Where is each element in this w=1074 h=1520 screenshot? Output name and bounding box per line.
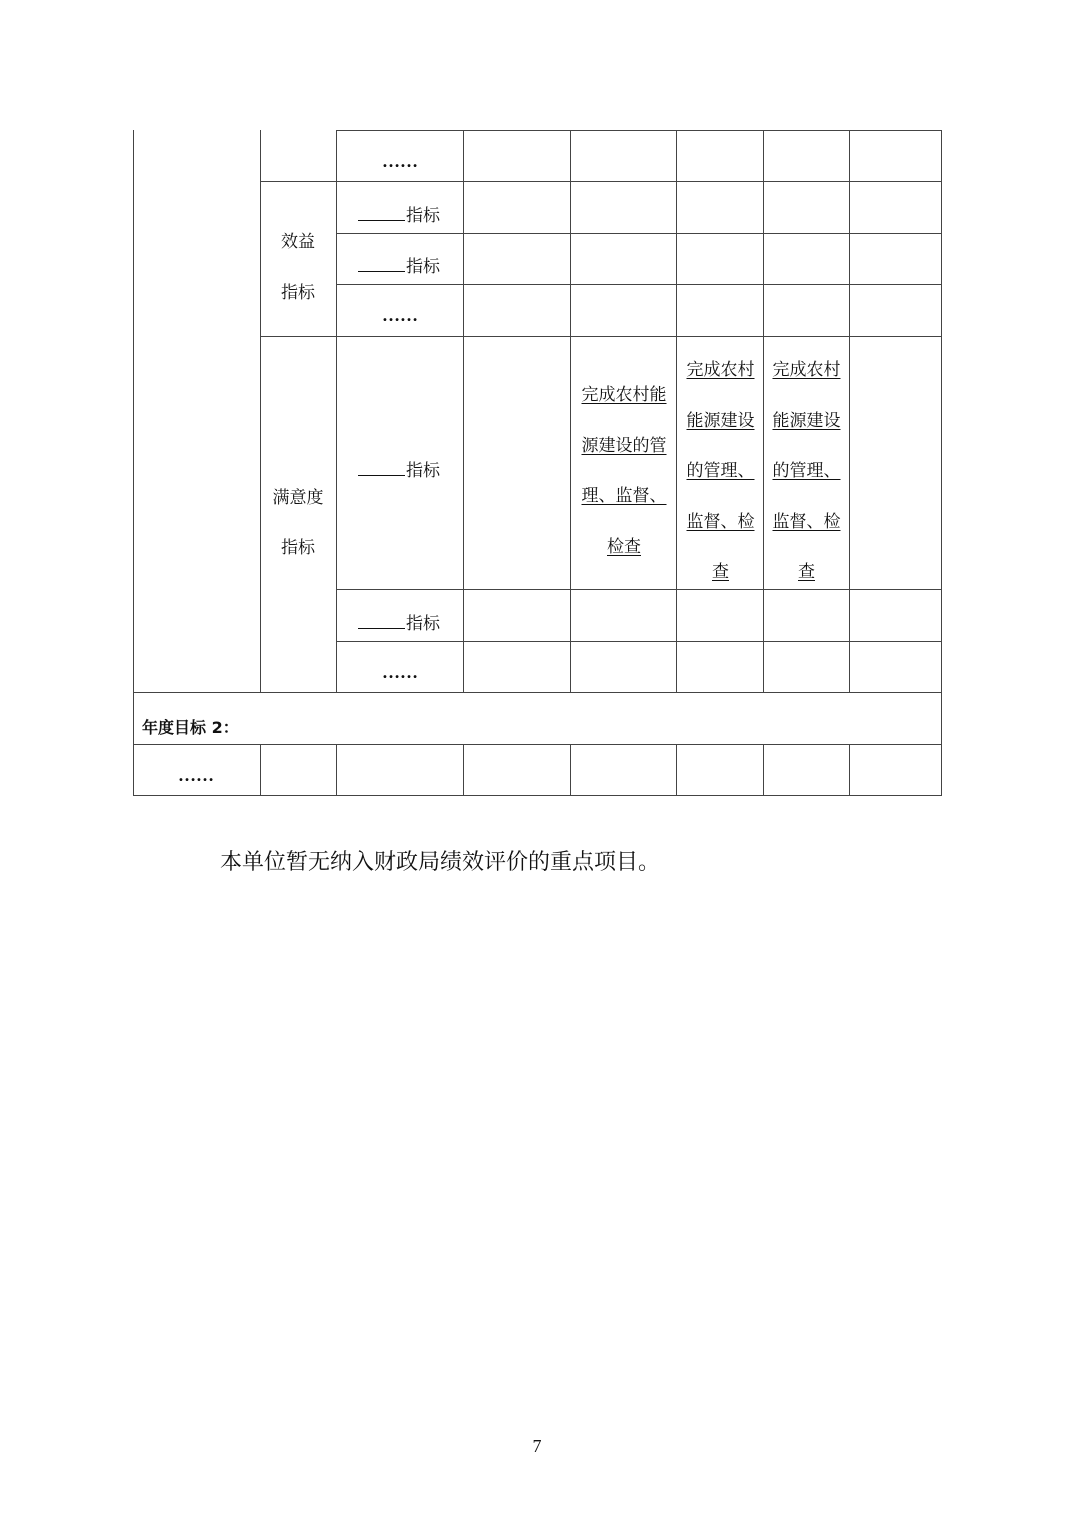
table-col-divider (336, 744, 337, 796)
satisfaction-score-text: 完成农村能源建设的管理、监督、检查 (772, 360, 841, 582)
blank-underline (358, 614, 405, 629)
blank-underline (358, 461, 405, 476)
table-row-divider (260, 336, 942, 337)
table-row-divider (336, 641, 942, 642)
page-number: 7 (532, 1436, 542, 1456)
table-row-divider (336, 233, 942, 234)
benefit-category-label-line2: 指标 (281, 283, 315, 303)
table-border-bottom (133, 795, 942, 796)
satisfaction-category-label-line1: 满意度 (272, 488, 324, 508)
indicator-suffix: 指标 (406, 257, 440, 277)
table-col-divider (676, 130, 677, 693)
table-col-divider (463, 744, 464, 796)
table-cell-ellipsis: …… (382, 662, 418, 682)
satisfaction-actual-text: 完成农村能源建设的管理、监督、检查 (686, 360, 755, 582)
indicator-suffix: 指标 (406, 206, 440, 226)
table-cell-indicator (358, 614, 440, 634)
body-paragraph: 本单位暂无纳入财政局绩效评价的重点项目。 (220, 850, 661, 875)
table-col-divider (260, 744, 261, 796)
table-cell-ellipsis: …… (178, 765, 214, 785)
annual-goal-2-label: 年度目标 2： (142, 718, 239, 737)
table-row-divider (336, 130, 942, 131)
indicator-suffix: 指标 (406, 461, 440, 481)
table-cell-indicator (358, 461, 440, 481)
table-col-divider (336, 130, 337, 693)
table-cell-indicator (358, 206, 440, 226)
table-col-divider (676, 744, 677, 796)
table-row-divider (133, 692, 942, 693)
table-col-divider (849, 130, 850, 693)
table-cell-indicator (358, 257, 440, 277)
blank-underline (358, 206, 405, 221)
table-row-divider (133, 744, 942, 745)
table-row-divider (336, 284, 942, 285)
blank-underline (358, 257, 405, 272)
satisfaction-category-label-line2: 指标 (281, 538, 315, 558)
table-border-right (941, 130, 942, 796)
satisfaction-target-text: 完成农村能源建设的管理、监督、检查 (581, 385, 667, 557)
table-row-divider (260, 181, 942, 182)
table-col-divider (463, 130, 464, 693)
table-col-divider (849, 744, 850, 796)
table-col-divider (763, 130, 764, 693)
table-cell-ellipsis: …… (382, 151, 418, 171)
table-col-divider (763, 744, 764, 796)
table-col-divider (570, 744, 571, 796)
table-border-left (133, 130, 134, 796)
table-cell-ellipsis: …… (382, 305, 418, 325)
table-col-divider (260, 130, 261, 693)
table-row-divider (336, 589, 942, 590)
table-col-divider (570, 130, 571, 693)
benefit-category-label-line1: 效益 (281, 232, 315, 252)
indicator-suffix: 指标 (406, 614, 440, 634)
